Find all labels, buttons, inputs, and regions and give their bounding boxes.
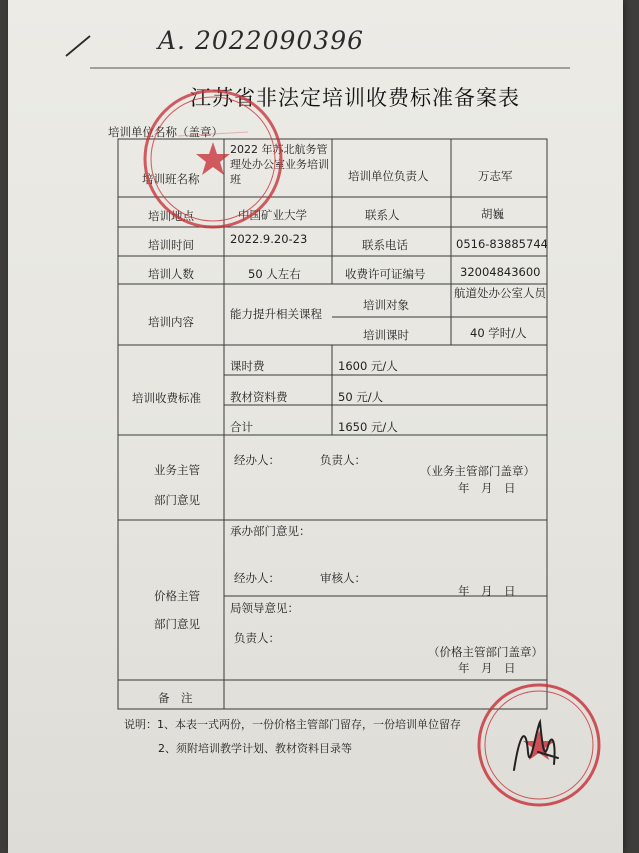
contact-label: 联系人	[365, 208, 400, 222]
unit-head-label: 培训单位负责人	[348, 169, 429, 183]
price-dept-label-line1: 价格主管	[154, 589, 200, 603]
target-value: 航道处办公室人员	[454, 286, 546, 300]
phone-value: 0516-83885744	[456, 237, 548, 251]
note-line-1: 说明：1、本表一式两份，一份价格主管部门留存，一份培训单位留存	[124, 718, 461, 731]
location-label: 培训地点	[148, 209, 194, 223]
fee-item-value: 1600 元/人	[338, 359, 398, 373]
hours-value: 40 学时/人	[470, 326, 527, 340]
price-responsible-label: 负责人：	[234, 631, 280, 645]
remark-label: 备 注	[158, 691, 193, 705]
hours-label: 培训课时	[363, 328, 409, 342]
contact-value: 胡巍	[481, 207, 504, 221]
content-label: 培训内容	[148, 315, 194, 329]
biz-date: 年 月 日	[458, 481, 516, 495]
count-label: 培训人数	[148, 267, 194, 281]
biz-dept-label-line1: 业务主管	[154, 463, 200, 477]
phone-label: 联系电话	[362, 238, 408, 252]
price-date-2: 年 月 日	[458, 661, 516, 675]
biz-responsible-label: 负责人：	[320, 453, 366, 467]
license-label: 收费许可证编号	[345, 267, 426, 281]
biz-handler-label: 经办人：	[234, 453, 280, 467]
content-value: 能力提升相关课程	[230, 307, 322, 321]
unit-head-value: 万志军	[478, 169, 513, 183]
biz-seal-text: （业务主管部门盖章）	[420, 464, 535, 478]
fee-item-name: 课时费	[230, 359, 265, 373]
count-value: 50 人左右	[248, 267, 301, 281]
fee-item-name: 教材资料费	[230, 390, 288, 404]
course-name-label: 培训班名称	[142, 172, 200, 186]
price-dept-label-line2: 部门意见	[154, 617, 200, 631]
course-name-value: 2022 年苏北航务管理处办公室业务培训班	[230, 143, 329, 186]
document-page	[8, 0, 623, 853]
reviewer-label: 审核人：	[320, 571, 366, 585]
fee-item-value: 1650 元/人	[338, 420, 398, 434]
note-line-2: 2、须附培训教学计划、教材资料目录等	[158, 742, 352, 755]
unit-name-label: 培训单位名称（盖章）	[108, 125, 223, 139]
handwritten-signature	[508, 712, 568, 782]
fee-label: 培训收费标准	[132, 391, 201, 405]
fee-item-name: 合计	[230, 420, 253, 434]
license-value: 32004843600	[460, 265, 541, 279]
location-value: 中国矿业大学	[238, 208, 307, 222]
fee-item-value: 50 元/人	[338, 390, 384, 404]
target-label: 培训对象	[363, 298, 409, 312]
unit-seal-stamp	[138, 84, 288, 234]
bureau-label: 局领导意见：	[230, 601, 299, 615]
price-seal-text: （价格主管部门盖章）	[428, 645, 543, 659]
handwritten-file-number: A. 2022090396	[158, 26, 365, 55]
biz-dept-label-line2: 部门意见	[154, 493, 200, 507]
undertake-label: 承办部门意见：	[230, 524, 311, 538]
time-value: 2022.9.20-23	[230, 232, 308, 246]
form-title: 江苏省非法定培训收费标准备案表	[190, 86, 520, 110]
time-label: 培训时间	[148, 238, 194, 252]
price-date-1: 年 月 日	[458, 584, 516, 598]
price-handler-label: 经办人：	[234, 571, 280, 585]
